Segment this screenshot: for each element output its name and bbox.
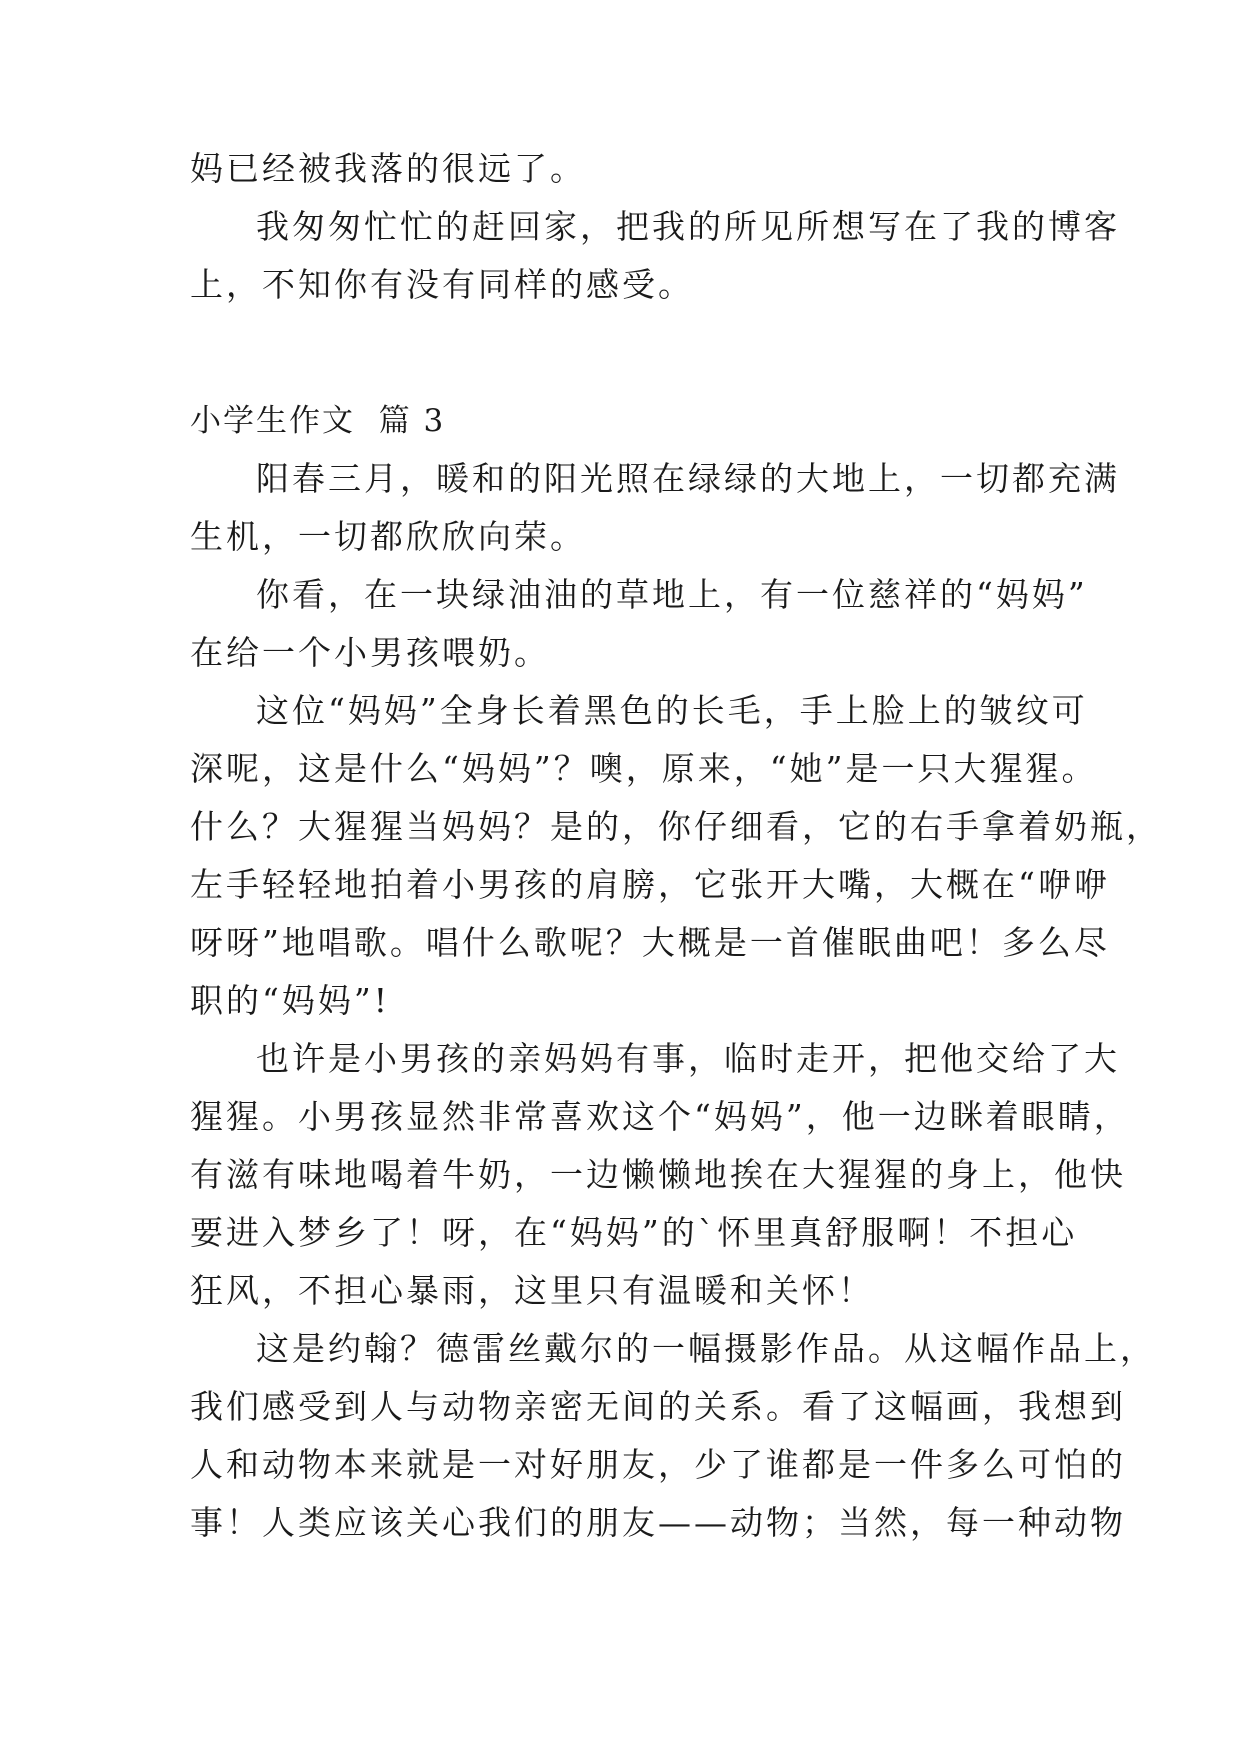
text-line: 人和动物本来就是一对好朋友，少了谁都是一件多么可怕的 <box>190 1445 1126 1484</box>
paragraph <box>190 198 1120 314</box>
text-line: 深呢，这是什么“妈妈”？噢，原来，“她”是一只大猩猩。 <box>190 749 1098 788</box>
top-text <box>190 140 1120 314</box>
text-line: 上，不知你有没有同样的感受。 <box>190 265 694 304</box>
paragraph <box>190 1030 1130 1320</box>
section-title: 小学生作文 篇 3 <box>190 403 446 439</box>
text-line: 呀呀”地唱歌。唱什么歌呢？大概是一首催眠曲吧！多么尽 <box>190 923 1110 962</box>
text-line: 我匆匆忙忙的赶回家，把我的所见所想写在了我的博客 <box>256 207 1120 246</box>
text-line: 什么？大猩猩当妈妈？是的，你仔细看，它的右手拿着奶瓶， <box>190 807 1162 846</box>
section-body <box>190 450 1162 1552</box>
text-line: 在给一个小男孩喂奶。 <box>190 633 550 672</box>
text-line: 我们感受到人与动物亲密无间的关系。看了这幅画，我想到 <box>190 1387 1126 1426</box>
text-line: 也许是小男孩的亲妈妈有事，临时走开，把他交给了大 <box>256 1039 1120 1078</box>
text-line: 阳春三月，暖和的阳光照在绿绿的大地上，一切都充满 <box>256 459 1120 498</box>
text-line: 猩猩。小男孩显然非常喜欢这个“妈妈”，他一边眯着眼睛， <box>190 1097 1130 1136</box>
text-line: 你看，在一块绿油油的草地上，有一位慈祥的“妈妈” <box>256 575 1088 614</box>
text-line: 职的“妈妈”! <box>190 981 391 1020</box>
text-line: 狂风，不担心暴雨，这里只有温暖和关怀！ <box>190 1271 874 1310</box>
text-line: 这位“妈妈”全身长着黑色的长毛，手上脸上的皱纹可 <box>256 691 1088 730</box>
paragraph <box>190 450 1120 566</box>
paragraph <box>190 682 1162 1030</box>
paragraph <box>190 566 1088 682</box>
text-line: 要进入梦乡了！呀，在“妈妈”的`怀里真舒服啊！不担心 <box>190 1213 1078 1252</box>
paragraph <box>190 140 1060 198</box>
paragraph <box>190 1320 1156 1552</box>
text-line: 生机，一切都欣欣向荣。 <box>190 517 586 556</box>
text-line: 事！人类应该关心我们的朋友——动物；当然，每一种动物 <box>190 1503 1126 1542</box>
text-line: 左手轻轻地拍着小男孩的肩膀，它张开大嘴，大概在“咿咿 <box>190 865 1110 904</box>
text-line: 妈已经被我落的很远了。 <box>190 149 586 188</box>
text-line: 这是约翰？德雷丝戴尔的一幅摄影作品。从这幅作品上， <box>256 1329 1156 1368</box>
text-line: 有滋有味地喝着牛奶，一边懒懒地挨在大猩猩的身上，他快 <box>190 1155 1126 1194</box>
